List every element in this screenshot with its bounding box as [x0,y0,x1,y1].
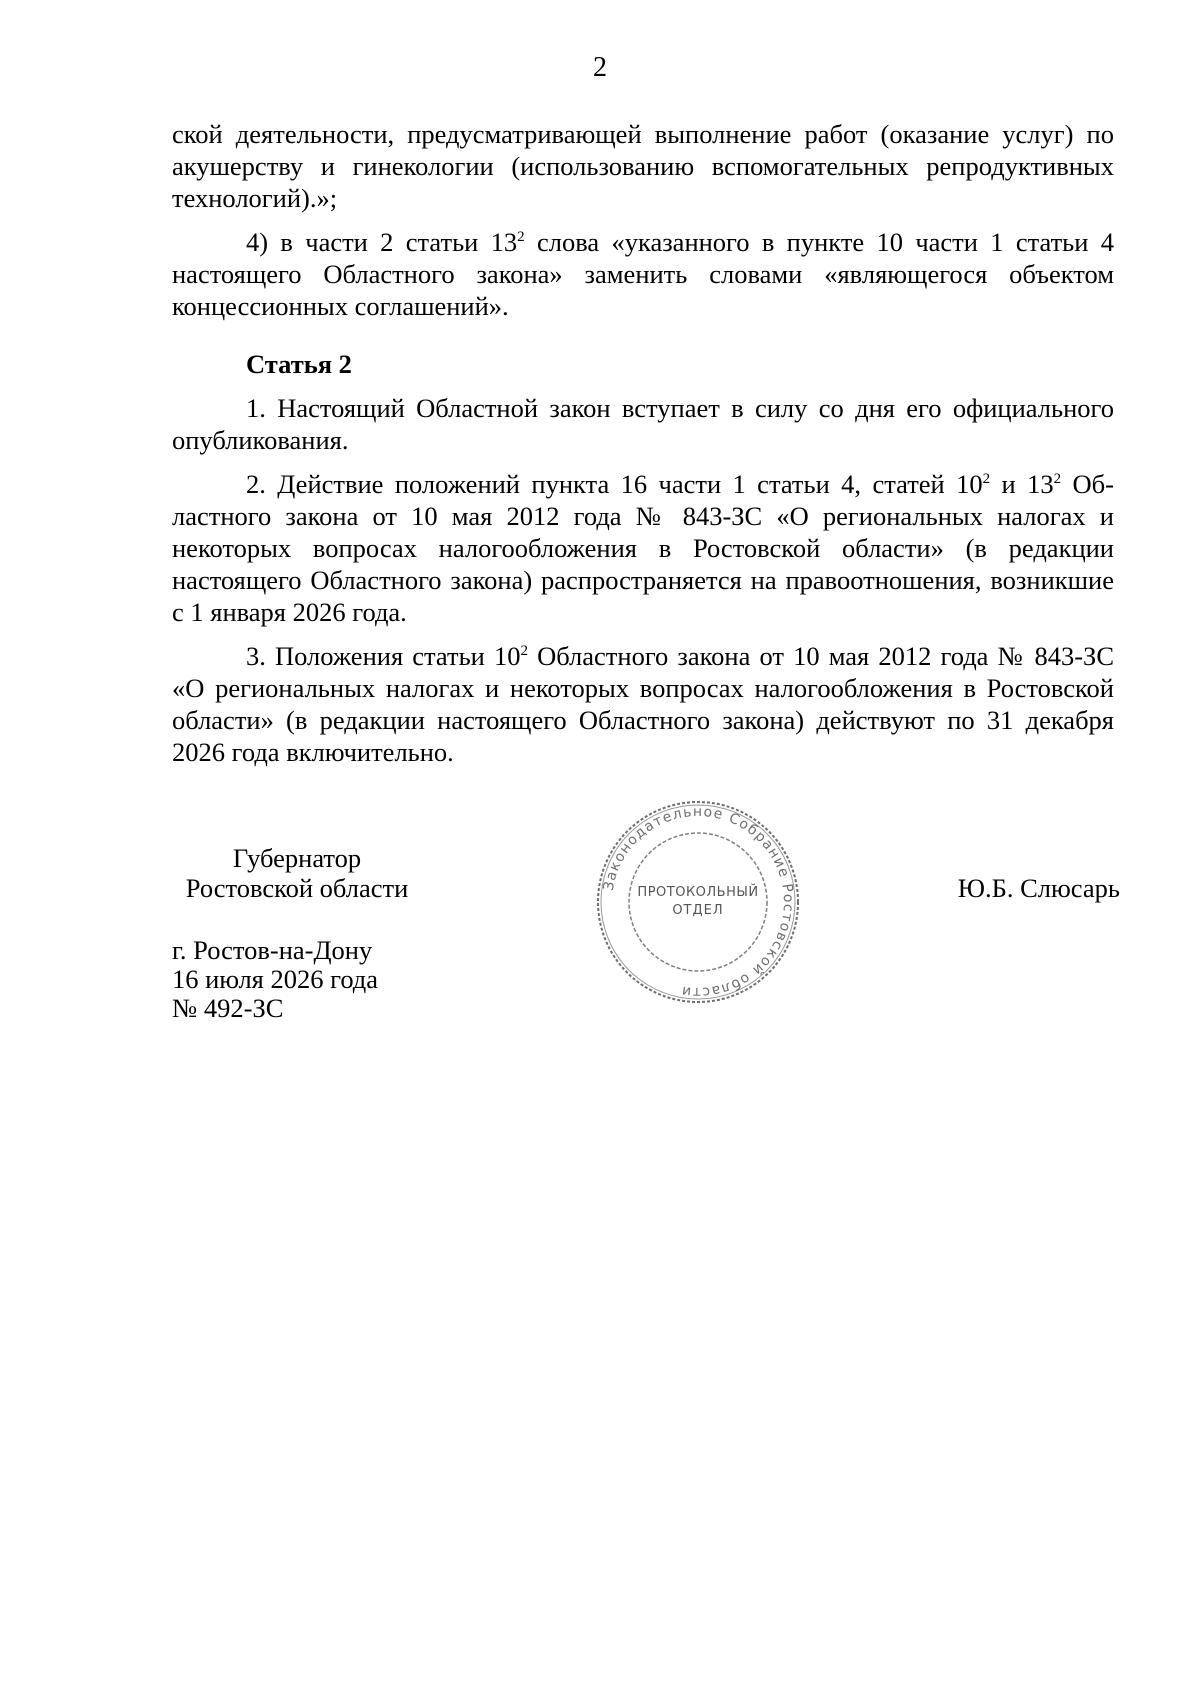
text-fragment: Областного закона от 10 мая 2012 года № 843-ЗС «О региональных налогах и некоторых вопросах налогообложения в Ростовской области» (в редакции настоящего Областного закона) действуют по 31 декабря 2026 года включительно. [172,641,1114,767]
paragraph-1: 1. Настоящий Областной закон вступает в силу со дня его официального опубликования. [172,393,1114,455]
text-fragment: слова «указанного в пункте 10 части 1 статьи 4 настоящего Областного закона» заменить словами «являющегося объектом концессионных соглашений». [172,227,1114,321]
document-body [172,118,1114,780]
text-fragment: Областного закона от 10 мая 2012 года № 843-ЗС «О региональных налогах и некоторых вопросах налогообложения в Ростовской области» (в редакции настоящего Областного закона) распространяется на правоотношения, возникшие с 1 января 2026 года. [172,469,1114,627]
article-heading: Статья 2 [246,349,352,379]
paragraph-item-4 [172,226,1114,322]
paragraph-2 [172,468,1114,628]
text-fragment: и 13 [990,469,1054,499]
stamp-seal [592,796,804,1008]
paragraph-continuation: ской деятельности, предусматривающей выполнение работ (оказание услуг) по акушерству и гинекологии (использованию вспомогательных репродуктивных технологий).»; [172,119,1114,213]
text-fragment: 3. Положения статьи 10 [246,641,521,671]
stamp-center-line: ОТДЕЛ [672,903,724,918]
text-fragment: 2. Действие положений пункта 16 части 1 статьи 4, статей 10 [246,469,983,499]
signatory-title [172,843,422,903]
superscript: 2 [982,471,991,487]
superscript: 2 [517,229,525,245]
page-number: 2 [593,52,607,83]
stamp-center-line: ПРОТОКОЛЬНЫЙ [637,885,759,900]
superscript: 2 [520,643,528,659]
date: 16 июля 2026 года [172,964,379,994]
signatory-name: Ю.Б. Слюсарь [957,873,1120,903]
stamp-ring-text: Законодательное Собрание Ростовской области [600,803,797,1001]
stamp-inner-ring [629,833,767,971]
signatory-title-line: Губернатор [232,843,362,873]
stamp-outer-ring [598,802,798,1002]
place-date-block [172,936,378,1023]
superscript: 2 [1053,471,1062,487]
signatory-title-line: Ростовской области [185,873,409,903]
paragraph-3 [172,640,1114,768]
law-number: № 492-ЗС [172,993,284,1023]
text-fragment: 4) в части 2 статьи 13 [246,227,518,257]
city: г. Ростов-на-Дону [172,935,373,965]
